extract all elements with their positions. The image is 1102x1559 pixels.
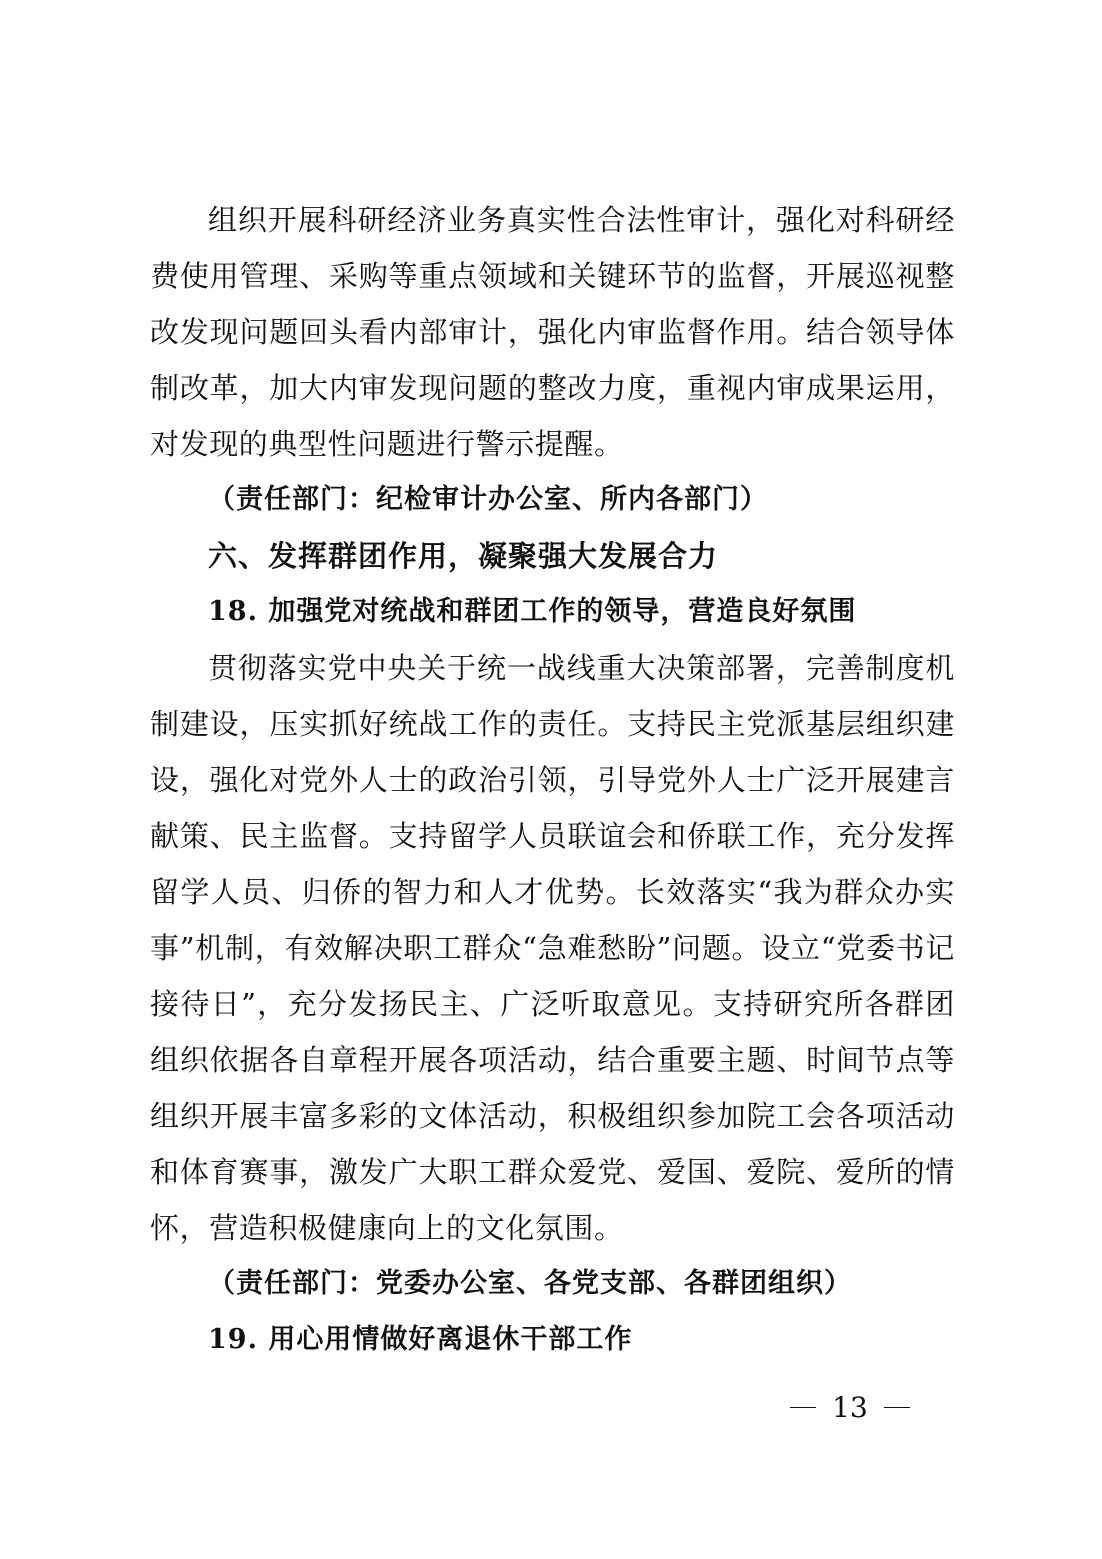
responsibility-note-1: （责任部门：纪检审计办公室、所内各部门） (208, 484, 768, 515)
page-number: 13 (832, 1390, 868, 1424)
item-18-title: 18. 加强党对统战和群团工作的领导，营造良好氛围 (208, 596, 857, 627)
section-heading: 六、发挥群团作用，凝聚强大发展合力 (208, 539, 719, 573)
paragraph-audit: 组织开展科研经济业务真实性合法性审计，强化对科研经费使用管理、采购等重点领域和关键环节的监督，开展巡视整改发现问题回头看内部审计，强化内审监督作用。结合领导体制改革，加大内审发现问题的整改力度，重视内审成果运用，对发现的典型性问题进行警示提醒。 (150, 203, 955, 461)
page-number-footer (790, 1385, 910, 1429)
paragraph-united-front: 贯彻落实党中央关于统一战线重大决策部署，完善制度机制建设，压实抓好统战工作的责任。支持民主党派基层组织建设，强化对党外人士的政治引领，引导党外人士广泛开展建言献策、民主监督。支持留学人员联谊会和侨联工作，充分发挥留学人员、归侨的智力和人才优势。长效落实“我为群众办实事”机制，有效解决职工群众“急难愁盼”问题。设立“党委书记接待日”，充分发扬民主、广泛听取意见。支持研究所各群团组织依据各自章程开展各项活动，结合重要主题、时间节点等组织开展丰富多彩的文体活动，积极组织参加院工会各项活动和体育赛事，激发广大职工群众爱党、爱国、爱院、爱所的情怀，营造积极健康向上的文化氛围。 (150, 651, 955, 1245)
responsibility-note-2: （责任部门：党委办公室、各党支部、各群团组织） (208, 1268, 852, 1299)
right-dash (884, 1407, 910, 1408)
document-body (150, 192, 955, 1368)
left-dash (790, 1407, 816, 1408)
item-19-title: 19. 用心用情做好离退休干部工作 (208, 1324, 633, 1355)
